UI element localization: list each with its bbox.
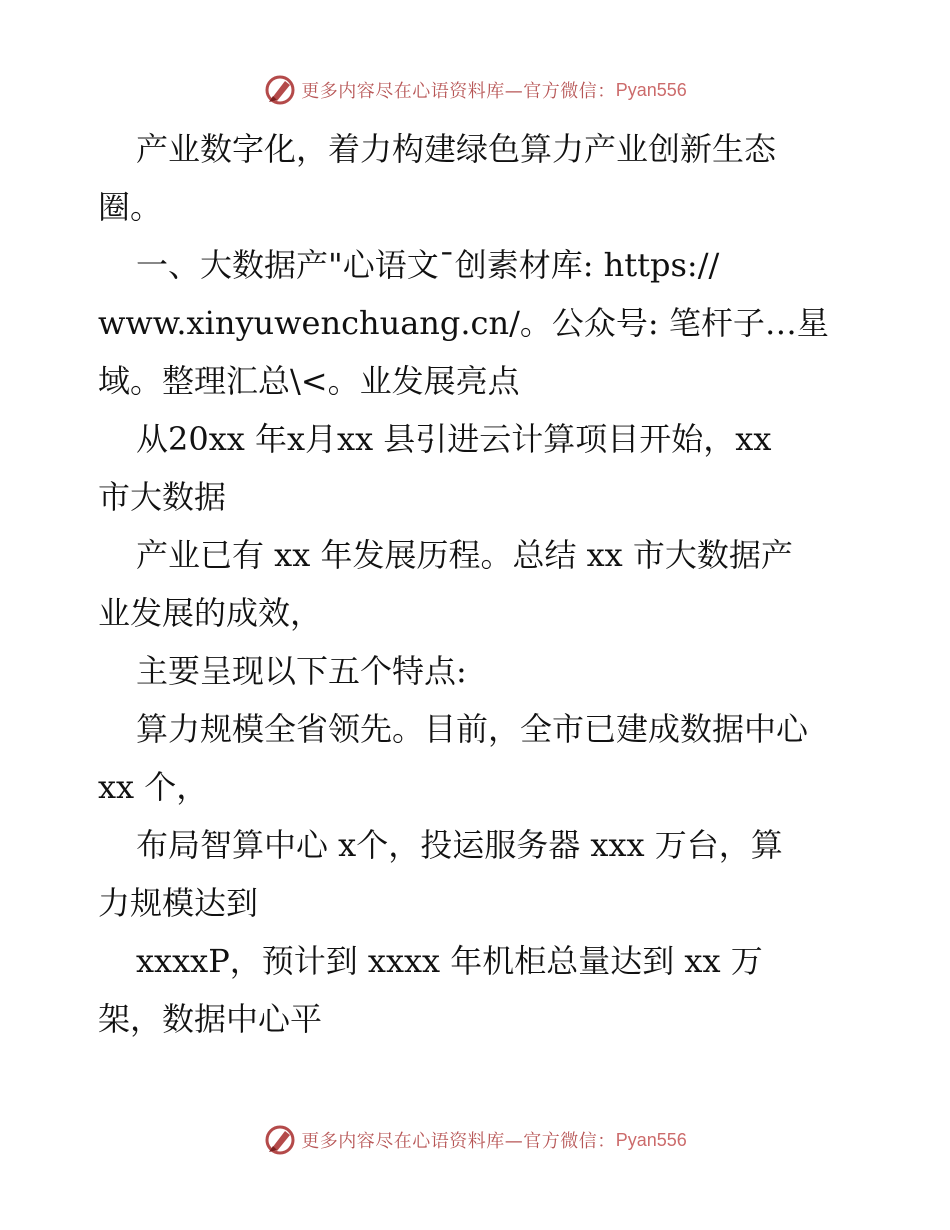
body-line: 从20xx 年x月xx 县引进云计算项目开始，xx bbox=[136, 420, 772, 458]
pen-circle-logo-icon bbox=[263, 1123, 297, 1157]
body-line: www.xinyuwenchuang.cn/。公众号: 笔杆子…星 bbox=[98, 304, 829, 342]
watermark-wechat-id: Pyan556 bbox=[615, 1129, 687, 1150]
body-line: 域。整理汇总\<。业发展亮点 bbox=[98, 362, 520, 400]
pen-circle-logo-icon bbox=[263, 73, 297, 107]
body-line: xxxxP，预计到 xxxx 年机柜总量达到 xx 万 bbox=[136, 942, 763, 980]
body-line: 一、大数据产"心语文¯创素材库: https:// bbox=[136, 246, 720, 284]
watermark-text: 更多内容尽在心语资料库—官方微信： bbox=[301, 81, 616, 102]
body-line: 布局智算中心 x个，投运服务器 xxx 万台，算 bbox=[136, 826, 783, 864]
header-watermark bbox=[0, 70, 950, 110]
body-line: 算力规模全省领先。目前，全市已建成数据中心 bbox=[136, 710, 809, 748]
body-line: 产业已有 xx 年发展历程。总结 xx 市大数据产 bbox=[136, 536, 793, 574]
body-line: 产业数字化，着力构建绿色算力产业创新生态 bbox=[136, 130, 777, 168]
body-line: 力规模达到 bbox=[98, 884, 259, 922]
watermark-text: 更多内容尽在心语资料库—官方微信： bbox=[301, 1131, 616, 1152]
body-line: 主要呈现以下五个特点: bbox=[136, 652, 467, 690]
footer-watermark bbox=[0, 1120, 950, 1160]
body-line: 市大数据 bbox=[98, 478, 227, 516]
body-line: 业发展的成效， bbox=[98, 594, 323, 632]
body-line: 圈。 bbox=[98, 188, 163, 226]
body-line: 架，数据中心平 bbox=[98, 1000, 323, 1038]
watermark-wechat-id: Pyan556 bbox=[615, 79, 687, 100]
body-line: xx 个， bbox=[98, 768, 209, 806]
document-body bbox=[98, 120, 858, 1048]
